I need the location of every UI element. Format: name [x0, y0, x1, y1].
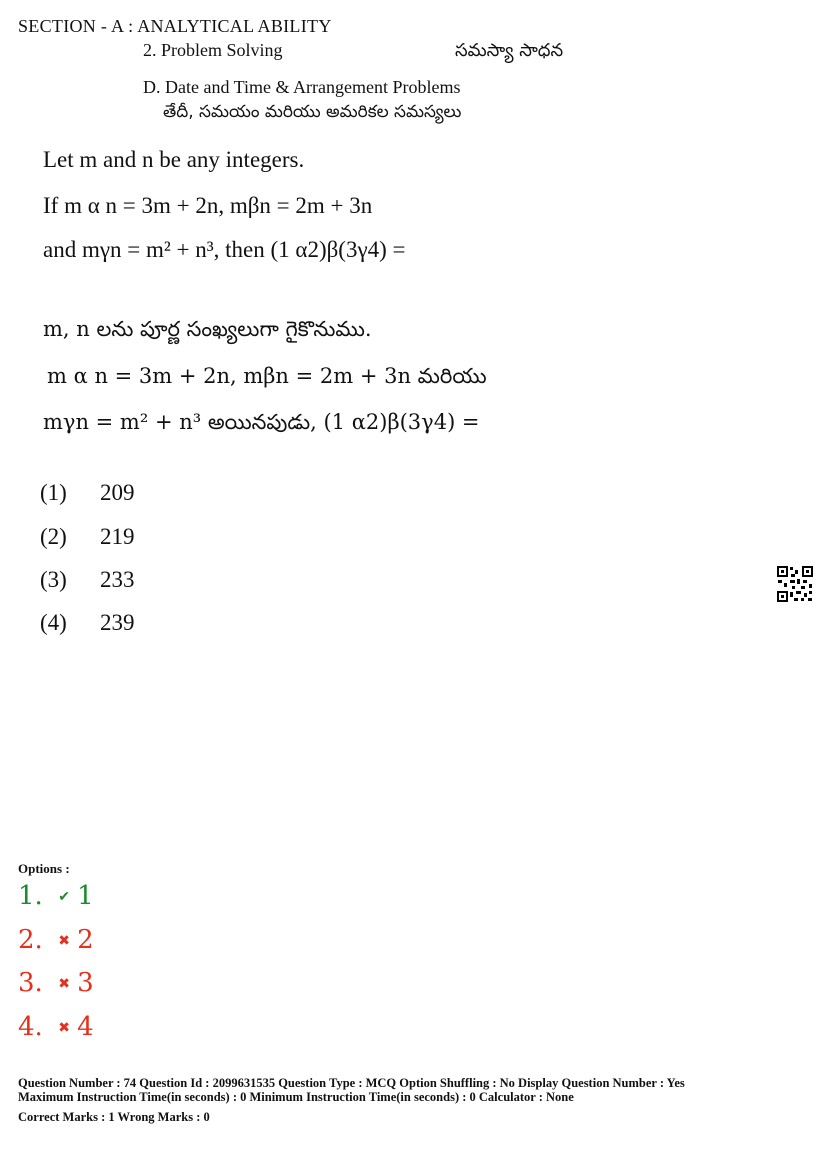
answer-option-1-value: 1 — [77, 881, 94, 911]
choice-1-number: (1) — [40, 480, 67, 505]
answer-option-2-number: 2. — [18, 925, 43, 955]
cross-icon: ✖ — [58, 976, 70, 992]
cross-icon: ✖ — [58, 933, 70, 949]
question-en-line-3: and mγn = m² + n³, then (1 α2)β(3γ4) = — [43, 237, 406, 262]
question-te-line-3: mγn = m² + n³ అయినపుడు, (1 α2)β(3γ4) = — [43, 410, 480, 434]
answer-option-3-number: 3. — [18, 968, 43, 998]
answer-option-3-value: 3 — [77, 968, 94, 998]
choice-3-value: 233 — [100, 567, 135, 592]
choice-2-number: (2) — [40, 524, 67, 549]
answer-option-4-value: 4 — [77, 1012, 94, 1042]
topic-title: 2. Problem Solving — [143, 40, 283, 60]
choice-3-number: (3) — [40, 567, 67, 592]
answer-option-3 — [18, 968, 94, 998]
answer-option-2 — [18, 925, 94, 955]
question-meta-line-3: Correct Marks : 1 Wrong Marks : 0 — [18, 1110, 210, 1124]
answer-option-2-value: 2 — [77, 925, 94, 955]
section-title: SECTION - A : ANALYTICAL ABILITY — [18, 16, 332, 36]
question-meta-line-1: Question Number : 74 Question Id : 2099631535 Question Type : MCQ Option Shuffling : No Display Question Number : Yes — [18, 1076, 685, 1090]
answer-option-1 — [18, 881, 94, 911]
choice-4-value: 239 — [100, 610, 135, 635]
question-en-line-2: If m α n = 3m + 2n, mβn = 2m + 3n — [43, 193, 373, 218]
options-label: Options : — [18, 861, 70, 876]
question-en-line-1: Let m and n be any integers. — [43, 147, 305, 172]
topic-title-telugu: సమస్యా సాధన — [455, 40, 564, 61]
question-meta-line-2: Maximum Instruction Time(in seconds) : 0 Minimum Instruction Time(in seconds) : 0 Calculator : None — [18, 1090, 574, 1104]
answer-option-1-number: 1. — [18, 881, 43, 911]
question-te-line-1: m, n లను పూర్ణ సంఖ్యలుగా గైకొనుము. — [43, 317, 372, 341]
question-te-line-2: m α n = 3m + 2n, mβn = 2m + 3n మరియు — [47, 364, 487, 388]
check-icon: ✔ — [58, 889, 70, 905]
answer-option-4 — [18, 1012, 94, 1042]
choice-4-number: (4) — [40, 610, 67, 635]
choice-1-value: 209 — [100, 480, 135, 505]
answer-option-4-number: 4. — [18, 1012, 43, 1042]
choice-2-value: 219 — [100, 524, 135, 549]
subtopic-title-telugu: తేదీ, సమయం మరియు అమరికల సమస్యలు — [163, 102, 462, 122]
qr-code-icon — [776, 565, 814, 603]
cross-icon: ✖ — [58, 1020, 70, 1036]
subtopic-title: D. Date and Time & Arrangement Problems — [143, 77, 461, 97]
